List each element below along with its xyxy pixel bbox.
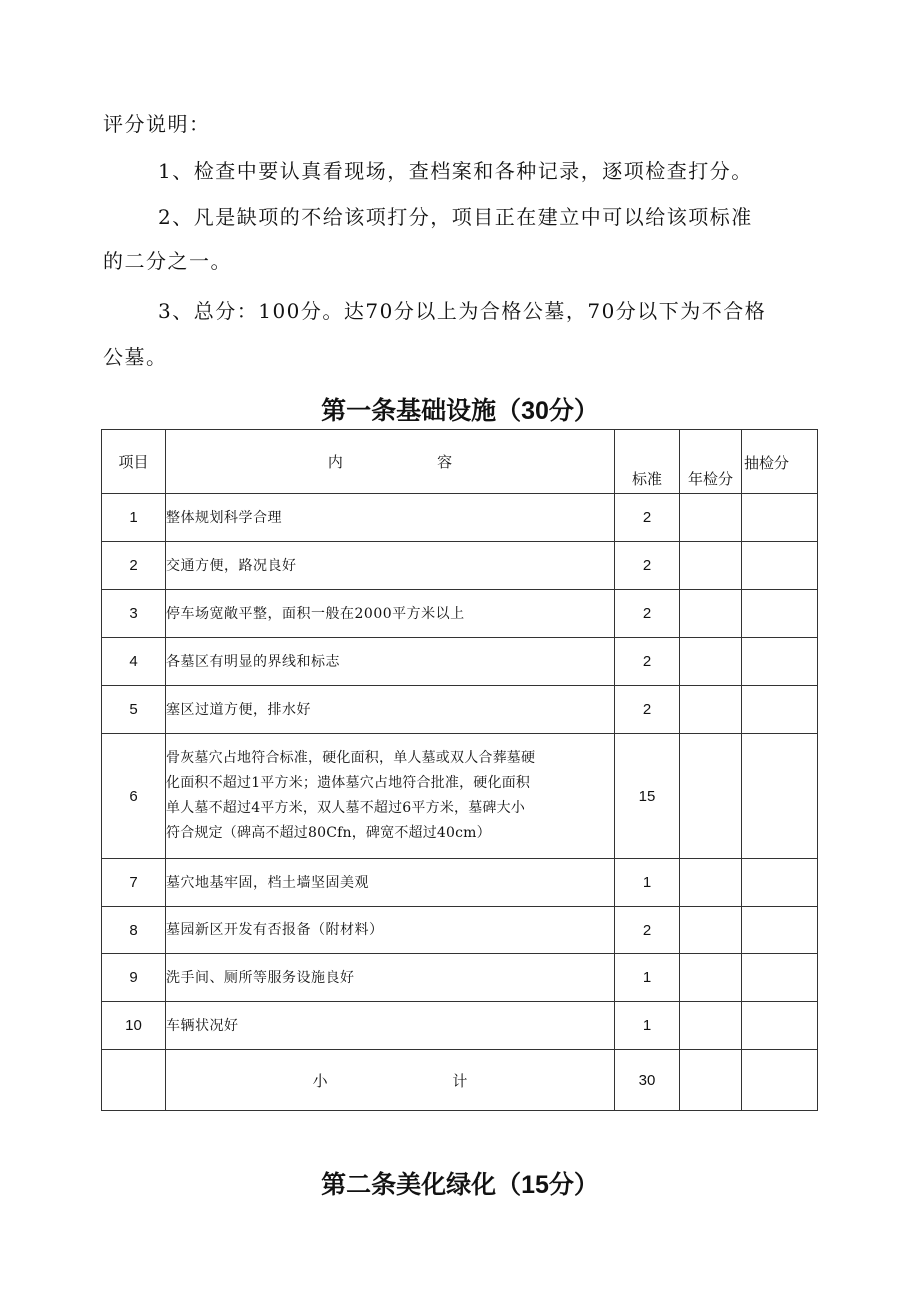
note-item-3-line1: 3、总分：100分。达70分以上为合格公墓，70分以下为不合格 bbox=[158, 299, 767, 323]
header-standard: 标准 bbox=[615, 430, 680, 494]
row-yearly-score-cell[interactable] bbox=[680, 1002, 742, 1050]
row-yearly-score-cell[interactable] bbox=[680, 859, 742, 907]
table-row bbox=[102, 542, 818, 590]
note-item-3-line2: 公墓。 bbox=[103, 345, 168, 369]
subtotal-row bbox=[102, 1050, 818, 1111]
table-row bbox=[102, 590, 818, 638]
row-number: 10 bbox=[102, 1002, 166, 1050]
table-header-row bbox=[102, 430, 818, 494]
row-standard-score: 1 bbox=[615, 1002, 680, 1050]
row-spot-score-cell[interactable] bbox=[742, 494, 818, 542]
table-row bbox=[102, 1002, 818, 1050]
row-description: 交通方便，路况良好 bbox=[166, 542, 615, 590]
row-number: 4 bbox=[102, 638, 166, 686]
notes-heading: 评分说明： bbox=[103, 112, 211, 136]
description-line: 单人墓不超过4平方米，双人墓不超过6平方米，墓碑大小 bbox=[166, 800, 526, 816]
row-yearly-score-cell[interactable] bbox=[680, 638, 742, 686]
table-row bbox=[102, 734, 818, 859]
row-yearly-score-cell[interactable] bbox=[680, 542, 742, 590]
header-item: 项目 bbox=[102, 430, 166, 494]
header-yearly-check: 年检分 bbox=[680, 430, 742, 494]
subtotal-yearly-cell[interactable] bbox=[680, 1050, 742, 1111]
row-spot-score-cell[interactable] bbox=[742, 638, 818, 686]
row-description: 停车场宽敞平整，面积一般在2000平方米以上 bbox=[166, 590, 615, 638]
row-standard-score: 2 bbox=[615, 542, 680, 590]
row-standard-score: 15 bbox=[615, 734, 680, 859]
row-standard-score: 1 bbox=[615, 954, 680, 1002]
row-standard-score: 2 bbox=[615, 907, 680, 954]
row-description: 各墓区有明显的界线和标志 bbox=[166, 638, 615, 686]
description-line: 化面积不超过1平方米；遗体墓穴占地符合批准，硬化面积 bbox=[166, 775, 531, 791]
subtotal-value: 30 bbox=[615, 1050, 680, 1111]
row-standard-score: 2 bbox=[615, 638, 680, 686]
section1-title: 第一条基础设施（30分） bbox=[321, 397, 599, 425]
row-number: 3 bbox=[102, 590, 166, 638]
row-spot-score-cell[interactable] bbox=[742, 590, 818, 638]
section2-title: 第二条美化绿化（15分） bbox=[321, 1171, 599, 1199]
table-row bbox=[102, 494, 818, 542]
scoring-table-section1 bbox=[101, 429, 818, 1111]
row-number: 2 bbox=[102, 542, 166, 590]
subtotal-spot-cell[interactable] bbox=[742, 1050, 818, 1111]
row-standard-score: 2 bbox=[615, 494, 680, 542]
row-spot-score-cell[interactable] bbox=[742, 686, 818, 734]
description-line: 骨灰墓穴占地符合标准，硬化面积，单人墓或双人合葬墓硬 bbox=[166, 750, 536, 766]
description-line: 符合规定（碑高不超过80Cfn，碑宽不超过40cm） bbox=[166, 825, 491, 841]
row-number: 1 bbox=[102, 494, 166, 542]
row-spot-score-cell[interactable] bbox=[742, 734, 818, 859]
row-standard-score: 2 bbox=[615, 686, 680, 734]
row-number: 9 bbox=[102, 954, 166, 1002]
row-number: 8 bbox=[102, 907, 166, 954]
row-yearly-score-cell[interactable] bbox=[680, 686, 742, 734]
subtotal-label: 小 计 bbox=[166, 1050, 615, 1111]
row-yearly-score-cell[interactable] bbox=[680, 734, 742, 859]
table-row bbox=[102, 686, 818, 734]
note-item-1: 1、检查中要认真看现场，查档案和各种记录，逐项检查打分。 bbox=[158, 159, 753, 183]
row-spot-score-cell[interactable] bbox=[742, 954, 818, 1002]
row-description: 整体规划科学合理 bbox=[166, 494, 615, 542]
table-row bbox=[102, 954, 818, 1002]
row-number: 7 bbox=[102, 859, 166, 907]
row-description: 洗手间、厕所等服务设施良好 bbox=[166, 954, 615, 1002]
row-yearly-score-cell[interactable] bbox=[680, 954, 742, 1002]
note-item-2-line1: 2、凡是缺项的不给该项打分，项目正在建立中可以给该项标准 bbox=[158, 205, 753, 229]
row-description: 墓园新区开发有否报备（附材料） bbox=[166, 907, 615, 954]
row-yearly-score-cell[interactable] bbox=[680, 590, 742, 638]
row-standard-score: 2 bbox=[615, 590, 680, 638]
row-description: 车辆状况好 bbox=[166, 1002, 615, 1050]
row-spot-score-cell[interactable] bbox=[742, 859, 818, 907]
row-spot-score-cell[interactable] bbox=[742, 542, 818, 590]
row-spot-score-cell[interactable] bbox=[742, 1002, 818, 1050]
row-description: 塞区过道方便，排水好 bbox=[166, 686, 615, 734]
header-spot-check: 抽检分 bbox=[742, 430, 818, 494]
note-item-2-line2: 的二分之一。 bbox=[103, 249, 232, 273]
row-number: 6 bbox=[102, 734, 166, 859]
table-row bbox=[102, 907, 818, 954]
row-description: 墓穴地基牢固，档土墙坚固美观 bbox=[166, 859, 615, 907]
row-yearly-score-cell[interactable] bbox=[680, 494, 742, 542]
row-spot-score-cell[interactable] bbox=[742, 907, 818, 954]
subtotal-empty-cell bbox=[102, 1050, 166, 1111]
row-yearly-score-cell[interactable] bbox=[680, 907, 742, 954]
row-description bbox=[166, 734, 615, 859]
table-row bbox=[102, 638, 818, 686]
row-standard-score: 1 bbox=[615, 859, 680, 907]
header-content: 内 容 bbox=[166, 430, 615, 494]
row-number: 5 bbox=[102, 686, 166, 734]
table-row bbox=[102, 859, 818, 907]
